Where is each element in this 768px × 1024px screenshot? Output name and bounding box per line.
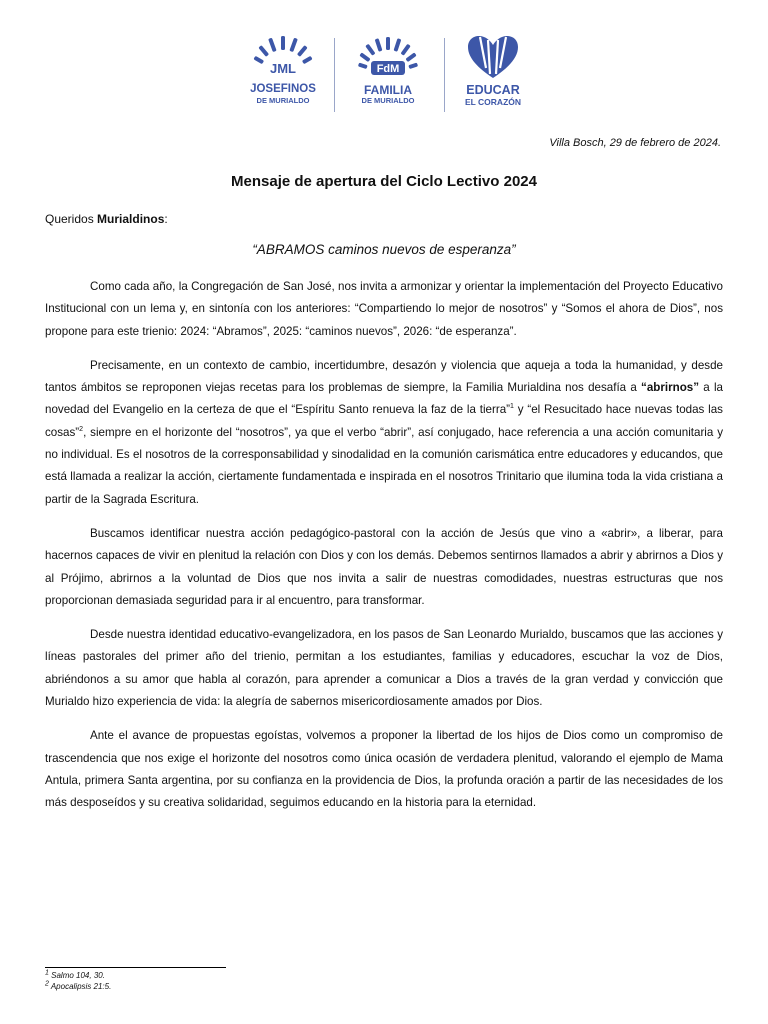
footnote-2 [45,981,111,992]
paragraph-2-text: , siempre en el horizonte del “nosotros”, ya que el verbo “abrir”, así conjugado, hace referencia a una acción comunitaria y no individual. Es el nosotros de la corresponsabilidad y sinodalidad en la comunión carismática entre educadores y educandos, que está llamada a realizar la acción, ciertamente fundamentada e inspirada en el nosotros Trinitario que ilumina toda la vida cristiana a partir de la Sagrada Escritura. [45,425,723,506]
familia-logo [346,34,430,114]
paragraph-5: Ante el avance de propuestas egoístas, volvemos a proponer la libertad de los hijos de Dios como un compromiso de trascendencia que nos exige el horizonte del nosotros como única ocasión de verdadera plenitud, valorando el ejemplo de Mama Antula, primera Santa argentina, por su confianza en la providencia de Dios, la profunda oración a partir de las necesidades de los más desposeídos y su creativa solidaridad, seguimos educando en la historia para la eternidad. [45,729,723,810]
greeting-prefix: Queridos [45,212,98,226]
logo1-line1: JOSEFINOS [250,83,316,95]
footnote-ref-1: 1 [510,403,514,411]
logo2-line2: DE MURIALDO [361,96,415,105]
document-body [45,276,723,827]
sunburst-icon [346,34,430,80]
footnote-separator [45,967,226,968]
footnotes [45,970,111,992]
greeting-suffix: : [164,212,168,226]
josefinos-logo [242,34,324,114]
footnote-1 [45,970,111,981]
sunburst-icon [242,34,324,78]
paragraph-2-emphasis: “abrirnos” [641,381,700,395]
header-logos [0,34,768,114]
logo1-line2: DE MURIALDO [256,96,310,105]
logo3-line2: EL CORAZÓN [464,97,522,107]
logo2-monogram: FdM [376,63,400,75]
logo-divider [444,38,445,112]
greeting [45,212,168,226]
footnote-text: Salmo 104, 30. [48,971,105,980]
paragraph-2-text: Precisamente, en un contexto de cambio, incertidumbre, desazón y violencia que aqueja a toda la humanidad, y desde tantos ámbitos se reproponen viejas recetas para los problemas de siempre, la Familia Murialdina nos desafía a [45,358,723,395]
paragraph-4: Desde nuestra identidad educativo-evangelizadora, en los pasos de San Leonardo Murialdo, buscamos que las acciones y líneas pastorales del primer año del trienio, permitan a los estudiantes, familias y educadores, escuchar la voz de Dios, abriéndonos a su amor que habla al corazón, para aprender a comunicar a Dios a través de la gran verdad y convicción que Murialdo hizo experiencia de vida: la alegría de sabernos misericordiosamente amados por Dios. [45,628,723,709]
footnote-number: 2 [45,980,49,988]
logo3-line1: EDUCAR [466,83,520,97]
motto: “ABRAMOS caminos nuevos de esperanza” [252,242,516,257]
paragraph-2 [45,355,723,511]
greeting-name: Murialdinos [97,212,165,226]
footnote-number: 1 [45,969,49,977]
footnote-text: Apocalipsis 21:5. [48,982,112,991]
document-date: Villa Bosch, 29 de febrero de 2024. [549,137,721,149]
paragraph-2-text: y “el Resucitado hace nuevas todas las cosas” [45,403,723,439]
footnote-ref-2: 2 [79,425,84,433]
paragraph-3: Buscamos identificar nuestra acción pedagógico-pastoral con la acción de Jesús que vino a «abrir», a liberar, para hacernos capaces de vivir en plenitud la relación con Dios y con los demás. Debemos sentirnos llamados a abrir y abrirnos a Dios y al Prójimo, abrirnos a la voluntad de Dios que nos invita a salir de nuestras comodidades, nuestras estructuras que nos proporcionan demasiada seguridad para ir al encuentro, para transformar. [45,526,723,607]
educar-logo [458,34,528,114]
logo1-monogram: JML [270,61,296,76]
document-title: Mensaje de apertura del Ciclo Lectivo 2024 [231,173,537,190]
logo-divider [334,38,335,112]
logo2-line1: FAMILIA [364,83,412,97]
paragraph-1: Como cada año, la Congregación de San José, nos invita a armonizar y orientar la implementación del Proyecto Educativo Institucional con un lema y, en sintonía con los anteriores: “Compartiendo lo mejor de nosotros” y “Somos el ahora de Dios”, nos propone para este trienio: 2024: “Abramos”, 2025: “caminos nuevos”, 2026: “de esperanza”. [45,280,723,338]
heart-icon [458,34,528,80]
paragraph-2-text: a la novedad del Evangelio en la certeza de que el “Espíritu Santo renueva la faz de la tierra” [45,381,723,417]
